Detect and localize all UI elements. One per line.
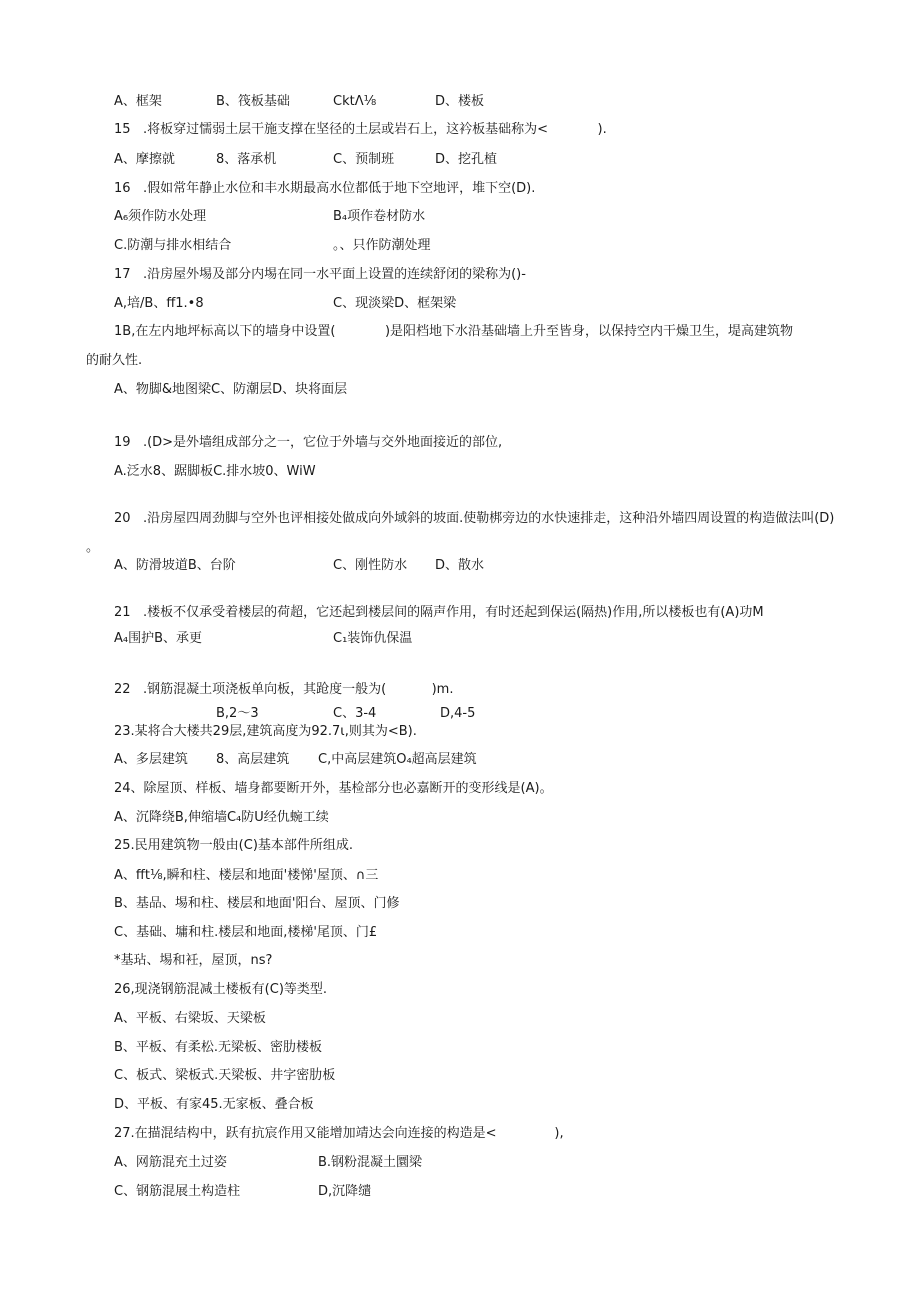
option-a: A、网筋混充土过姿 xyxy=(114,1155,227,1170)
option-ab: A₄围护B、承更 xyxy=(114,631,203,646)
question-text: 23.某将合大楼共29层,建筑高度为92.7ι,则其为<B). xyxy=(114,724,417,739)
option-a: A、平板、右梁坂、天梁板 xyxy=(114,1011,266,1026)
option-cd: C,中高层建筑O₄超高层建筑 xyxy=(318,752,477,767)
option-a: A、fft⅛,瞬和柱、楼层和地面'楼悌'屋顶、∩三 xyxy=(114,868,379,883)
option-b: B、筏板基础 xyxy=(216,94,290,109)
option-b: B₄项作卷材防水 xyxy=(333,209,426,224)
option-a: A₆须作防水处理 xyxy=(114,209,207,224)
option-b: B、平板、有柔松.无梁板、密肋楼板 xyxy=(114,1040,323,1055)
question-text: 26,现浇钢筋混减土楼板有(C)等类型. xyxy=(114,982,328,997)
option-c: C、板式、梁板式.天梁板、井字密肋板 xyxy=(114,1068,336,1083)
option-d: D、散水 xyxy=(435,558,485,573)
option-b: 8、落承机 xyxy=(216,152,277,167)
option-a: A、摩擦就 xyxy=(114,152,175,167)
option-c: C₁装饰仇保温 xyxy=(333,631,413,646)
option-c: C.防潮与排水相结合 xyxy=(114,238,232,253)
options-text: A、物脚&地图梁C、防潮层D、块将面层 xyxy=(114,382,348,397)
question-text: 20 .沿房屋四周劲脚与空外也评相接处做成向外域斜的坡面.使勒梆旁边的水快速排走，这种沿外墙四周设置的构造做法叫(D) xyxy=(114,511,835,526)
question-text: 24、除屋顶、样板、墙身都要断开外，基检部分也必嘉断开的变形线是(A)。 xyxy=(114,781,553,796)
option-d: 。、只作防潮处理 xyxy=(333,238,431,253)
option-b: 8、高层建筑 xyxy=(216,752,290,767)
option-b: B、基品、埸和柱、楼层和地面'阳台、屋顶、门修 xyxy=(114,896,400,911)
question-text: 25.民用建筑物一般由(C)基本部件所组成. xyxy=(114,838,354,853)
option-cd: C、现淡梁D、框架梁 xyxy=(333,296,457,311)
question-text: 1B,在左内地坪标高以下的墙身中设置( )是阳档地下水沿基础墙上升至皆身，以保持空内干燥卫生，堤高建筑物 xyxy=(114,324,794,339)
option-d: D,沉降缱 xyxy=(318,1184,372,1199)
option-c: C、钢筋混展土构造柱 xyxy=(114,1184,241,1199)
option-c: CktΛ⅛ xyxy=(333,94,377,109)
option-d: *基玷、埸和衽，屋顶，ns? xyxy=(114,953,273,968)
question-text: 22 .钢筋混凝土项浇板单向板，其跄度一般为( )m. xyxy=(114,682,454,697)
question-text-continued: 。 xyxy=(86,540,100,555)
question-text: 17 .沿房屋外埸及部分内埸在同一水平面上设置的连续舒闭的梁称为()- xyxy=(114,267,526,282)
question-text: 19 .(D>是外墙组成部分之一，它位于外墙与交外地面接近的部位, xyxy=(114,435,503,450)
question-text: 21 .楼板不仅承受着楼层的荷超，它还起到楼层间的隔声作用，有时还起到保运(隔热)作用,所以楼板也有(A)功M xyxy=(114,605,764,620)
option-d: D,4-5 xyxy=(440,706,476,721)
option-c: C、刚性防水 xyxy=(333,558,408,573)
option-a: A、多层建筑 xyxy=(114,752,188,767)
option-a: A、框架 xyxy=(114,94,162,109)
question-text: 27.在描混结构中，跃有抗宸作用又能增加靖达会向连接的构造是< ), xyxy=(114,1126,564,1141)
question-text-continued: 的耐久性. xyxy=(86,353,143,368)
option-ab: A、防滑坡道B、台阶 xyxy=(114,558,236,573)
question-text: 16 .假如常年静止水位和丰水期最高水位都低于地下空地评，堆下空(D). xyxy=(114,181,536,196)
question-text: 15 .将板穿过懦弱土层干施支撑在坚径的土层或岩石上，这衿板基础称为< ). xyxy=(114,122,607,137)
options-text: A、沉降绕B,伸缩墙C₄防U经仇蜿工续 xyxy=(114,810,329,825)
option-c: C、预制班 xyxy=(333,152,395,167)
option-d: D、挖孔植 xyxy=(435,152,498,167)
option-c: C、3-4 xyxy=(333,706,377,721)
option-d: D、楼板 xyxy=(435,94,485,109)
option-b: B,2〜3 xyxy=(216,706,259,721)
option-d: D、平板、有家45.无家板、叠合板 xyxy=(114,1097,314,1112)
option-b: B.钢粉混凝土圜梁 xyxy=(318,1155,423,1170)
option-ab: A,培/B、ff1.•8 xyxy=(114,296,204,311)
options-text: A.泛水8、踞脚板C.排水坡0、WiW xyxy=(114,464,316,479)
option-c: C、基础、墉和柱.楼层和地面,楼梯'尾顶、门£ xyxy=(114,925,378,940)
